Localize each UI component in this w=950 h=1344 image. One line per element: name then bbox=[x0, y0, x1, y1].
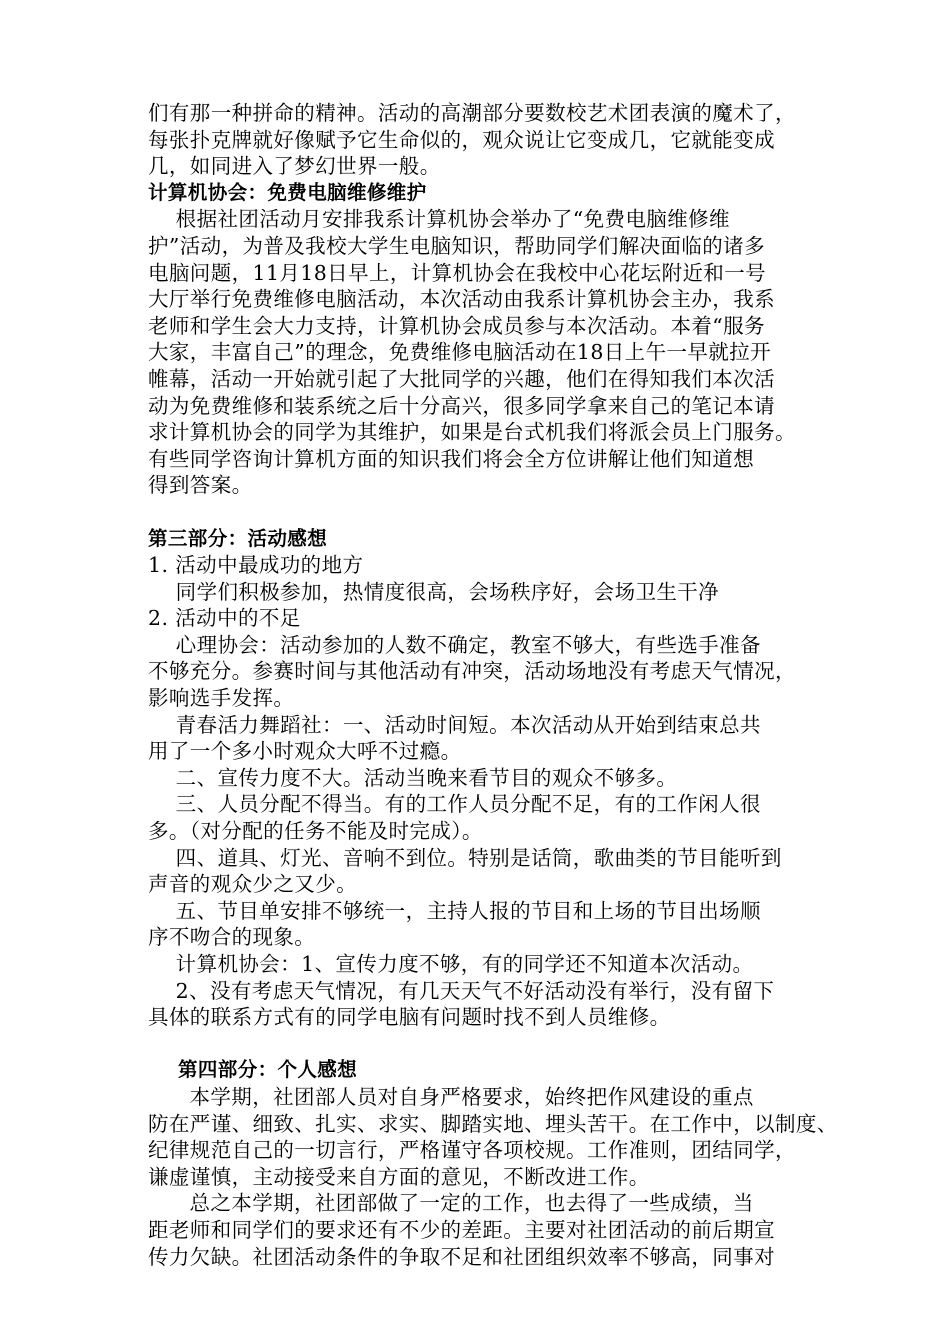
paragraph-line: 不够充分。参赛时间与其他活动有冲突，活动场地没有考虑天气情况， bbox=[148, 659, 796, 684]
part3-heading: 第三部分：活动感想 bbox=[148, 526, 328, 550]
paragraph-line: 序不吻合的现象。 bbox=[148, 925, 316, 950]
paragraph-line: 三、人员分配不得当。有的工作人员分配不足，有的工作闲人很 bbox=[148, 792, 761, 817]
paragraph-line: 传力欠缺。社团活动条件的争取不足和社团组织效率不够高，同事对 bbox=[148, 1244, 775, 1269]
paragraph-line: 四、道具、灯光、音响不到位。特别是话筒，歌曲类的节目能听到 bbox=[148, 845, 782, 870]
paragraph-line: 根据社团活动月安排我系计算机协会举办了“免费电脑维修维 bbox=[148, 207, 730, 232]
paragraph-line: 有些同学咨询计算机方面的知识我们将会全方位讲解让他们知道想 bbox=[148, 446, 755, 471]
paragraph-line: 纪律规范自己的一切言行，严格谨守各项校规。工作准则，团结同学， bbox=[148, 1138, 796, 1163]
paragraph-line: 声音的观众少之又少。 bbox=[148, 872, 357, 897]
paragraph-line: 计算机协会：1、宣传力度不够，有的同学还不知道本次活动。 bbox=[148, 952, 754, 976]
part4-section bbox=[148, 1057, 838, 1270]
paragraph-line: 帷幕，活动一开始就引起了大批同学的兴趣，他们在得知我们本次活 bbox=[148, 366, 775, 391]
paragraph-line: 得到答案。 bbox=[148, 473, 253, 498]
computer-club-section bbox=[148, 180, 818, 499]
paragraph-line: 同学们积极参加，热情度很高，会场秩序好，会场卫生干净 bbox=[148, 579, 720, 604]
paragraph-line: 谦虚谨慎，主动接受来自方面的意见，不断改进工作。 bbox=[148, 1164, 650, 1189]
paragraph-line: 护”活动，为普及我校大学生电脑知识，帮助同学们解决面临的诸多 bbox=[148, 233, 765, 258]
paragraph-line: 五、节目单安排不够统一，主持人报的节目和上场的节目出场顺 bbox=[148, 898, 761, 923]
document-page bbox=[148, 100, 838, 1270]
paragraph-line: 2、没有考虑天气情况，有几天天气不好活动没有举行，没有留下 bbox=[148, 978, 775, 1003]
blank-line bbox=[148, 499, 818, 526]
paragraph-line: 青春活力舞蹈社：一、活动时间短。本次活动从开始到结束总共 bbox=[148, 712, 761, 737]
list-item: 2. 活动中的不足 bbox=[148, 606, 301, 631]
paragraph-line: 总之本学期，社团部做了一定的工作，也去得了一些成绩，当 bbox=[148, 1191, 754, 1216]
paragraph-line: 多。（对分配的任务不能及时完成）。 bbox=[148, 819, 483, 844]
paragraph-line: 影响选手发挥。 bbox=[148, 686, 295, 711]
paragraph-line: 动为免费维修和装系统之后十分高兴，很多同学拿来自己的笔记本请 bbox=[148, 393, 775, 418]
paragraph-line: 本学期，社团部人员对自身严格要求，始终把作风建设的重点 bbox=[148, 1084, 754, 1109]
paragraph-line: 距老师和同学们的要求还有不少的差距。主要对社团活动的前后期宣 bbox=[148, 1217, 775, 1242]
paragraph-line: 防在严谨、细致、扎实、求实、脚踏实地、埋头苦干。在工作中，以制度、 bbox=[148, 1111, 838, 1136]
paragraph-line: 心理协会：活动参加的人数不确定，教室不够大，有些选手准备 bbox=[148, 632, 761, 657]
blank-line bbox=[148, 1031, 818, 1058]
paragraph-line: 大家，丰富自己”的理念，免费维修电脑活动在18日上午一早就拉开 bbox=[148, 340, 771, 365]
computer-club-heading: 计算机协会：免费电脑维修维护 bbox=[148, 180, 427, 204]
paragraph-line: 们有那一种拼命的精神。活动的高潮部分要数校艺术团表演的魔术了， bbox=[148, 101, 796, 125]
paragraph-line: 老师和学生会大力支持，计算机协会成员参与本次活动。本着“服务 bbox=[148, 313, 765, 338]
paragraph-line: 具体的联系方式有的同学电脑有问题时找不到人员维修。 bbox=[148, 1005, 671, 1030]
paragraph-line: 每张扑克牌就好像赋予它生命似的，观众说让它变成几，它就能变成 bbox=[148, 127, 775, 152]
paragraph-line: 几，如同进入了梦幻世界一般。 bbox=[148, 154, 441, 179]
paragraph-line: 求计算机协会的同学为其维护，如果是台式机我们将派会员上门服务。 bbox=[148, 420, 796, 445]
paragraph-line: 二、宣传力度不大。活动当晚来看节目的观众不够多。 bbox=[148, 765, 678, 790]
part3-section bbox=[148, 526, 818, 1031]
part4-heading: 第四部分：个人感想 bbox=[178, 1058, 358, 1082]
paragraph-line: 用了一个多小时观众大呼不过瘾。 bbox=[148, 739, 462, 764]
paragraph-line: 电脑问题，11月18日早上，计算机协会在我校中心花坛附近和一号 bbox=[148, 260, 767, 285]
paragraph-line: 大厅举行免费维修电脑活动，本次活动由我系计算机协会主办，我系 bbox=[148, 287, 775, 312]
part2-continuation bbox=[148, 100, 818, 180]
list-item: 1. 活动中最成功的地方 bbox=[148, 553, 364, 578]
